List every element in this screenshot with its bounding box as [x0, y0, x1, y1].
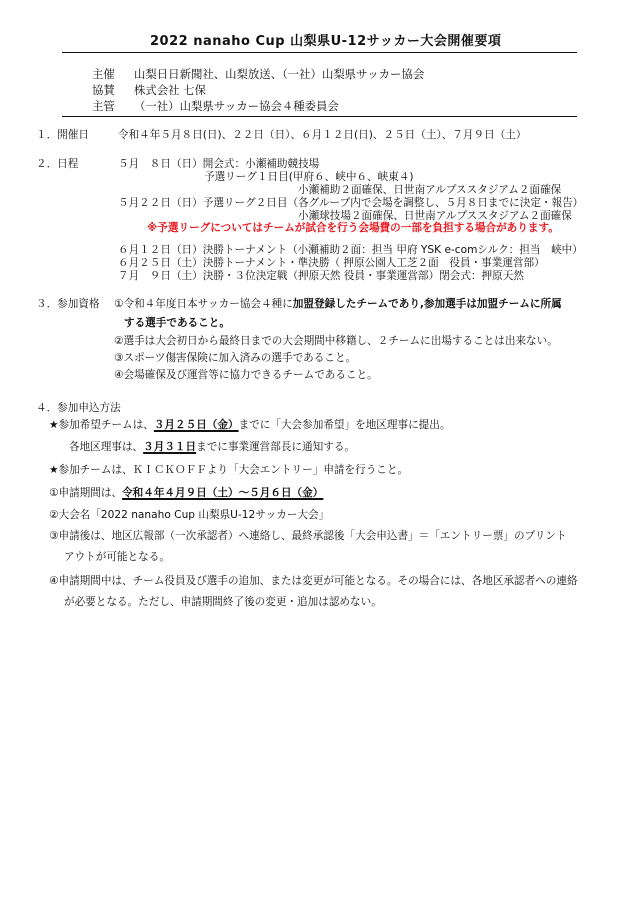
application-line-2-post: までに事業運営部長に通知する。 [196, 441, 356, 453]
application-deadline-teams: ３月２５日（金） [153, 419, 239, 431]
organizer-label-manager: 主管 [92, 99, 115, 113]
eligibility-item-3: ③スポーツ傷害保険に加入済みの選手であること。 [114, 352, 357, 364]
schedule-line-jul9: ７月 ９日（土）決勝・３位決定戦（押原天然 役員・事業運営部）閉会式：押原天然 [118, 270, 524, 282]
section4-heading: ４．参加申込方法 [36, 402, 121, 414]
application-item-3-line-b: アウトが可能となる。 [64, 551, 170, 563]
application-item-4-line-b: が必要となる。ただし、申請期間終了後の変更・追加は認めない。 [64, 596, 382, 608]
application-line-1 [49, 418, 450, 432]
organizer-value-host: 山梨日日新聞社、山梨放送、（一社）山梨県サッカー協会 [134, 67, 425, 81]
application-item-4-line-a: ④申請期間中は、チーム役員及び選手の追加、または変更が可能となる。その場合には、各地区承認者への連絡 [49, 575, 578, 587]
schedule-line-may22: ５月２２日（日）予選リーグ２日目（各グループ内で会場を調整し、５月８日までに決定・報告） [118, 197, 584, 209]
eligibility-item-2: ②選手は大会初日から最終日までの大会期間中移籍し、２チームに出場することは出来ない。 [114, 335, 558, 347]
organizer-value-manager: （一社）山梨県サッカー協会４種委員会 [134, 99, 339, 113]
eligibility-item-4: ④会場確保及び運営等に協力できるチームであること。 [114, 369, 378, 381]
application-line-1-pre: ★参加希望チームは、 [49, 419, 154, 431]
application-line-1-post: までに「大会参加希望」を地区理事に提出。 [238, 419, 451, 431]
schedule-line-venues1: 小瀬補助２面確保、日世南アルプススタジアム２面確保 [298, 184, 562, 196]
schedule-line-may8: ５月 ８日（日）開会式：小瀬補助競技場 [118, 158, 320, 170]
organizer-value-sponsor: 株式会社 七保 [134, 83, 206, 97]
schedule-line-venues2: 小瀬球技場２面確保、日世南アルプススタジアム２面確保 [298, 210, 572, 222]
application-item-1 [49, 486, 323, 500]
application-deadline-directors: ３月３１日 [143, 441, 197, 453]
organizer-label-host: 主催 [92, 67, 115, 81]
schedule-line-league1: 予選リーグ１日目(甲府６、峡中６、峡東４) [204, 171, 414, 183]
organizer-label-sponsor: 協賛 [92, 83, 115, 97]
eligibility-item-1-bold: 加盟登録したチームであり,参加選手は加盟チームに所属 [292, 298, 562, 310]
section1-dates: 令和４年５月８日(日)、２２日（日）、６月１２日(日)、２５日（土）、７月９日（土） [118, 129, 527, 141]
title-divider-bottom [62, 116, 577, 117]
application-line-3: ★参加チームは、ＫＩＣＫＯＦＦより「大会エントリー」申請を行うこと。 [49, 464, 409, 476]
application-period: 令和４年４月９日（土）～５月６日（金） [122, 487, 324, 499]
eligibility-item-1-prefix: ①令和４年度日本サッカー協会４種に [114, 298, 293, 310]
eligibility-item-1 [114, 297, 562, 311]
eligibility-item-1-cont: する選手であること。 [124, 317, 230, 329]
schedule-line-jun12: ６月１２日（日）決勝トーナメント（小瀬補助２面：担当 甲府 YSK e-comシルク：担当 峡中） [118, 244, 583, 256]
application-line-2-pre: 各地区理事は、 [69, 441, 144, 453]
league-fee-notice: ※予選リーグについてはチームが試合を行う会場費の一部を負担する場合があります。 [147, 222, 559, 234]
application-item-1-pre: ①申請期間は、 [49, 487, 123, 499]
section2-heading: ２．日程 [36, 158, 79, 170]
section3-heading: ３．参加資格 [36, 298, 100, 310]
schedule-line-jun25: ６月２５日（土）決勝トーナメント・準決勝（ 押原公園人工芝２面 役員・事業運営部） [118, 257, 545, 269]
application-item-3-line-a: ③申請後は、地区広報部（一次承認者）へ連絡し、最終承認後「大会申込書」＝「エントリー票」のプリント [49, 530, 567, 542]
application-line-2 [69, 440, 355, 454]
page-title: 2022 nanaho Cup 山梨県U-12サッカー大会開催要項 [150, 34, 502, 49]
section1-heading: １．開催日 [36, 129, 89, 141]
application-item-2: ②大会名「2022 nanaho Cup 山梨県U-12サッカー大会」 [49, 509, 330, 521]
title-divider-top [62, 52, 577, 53]
